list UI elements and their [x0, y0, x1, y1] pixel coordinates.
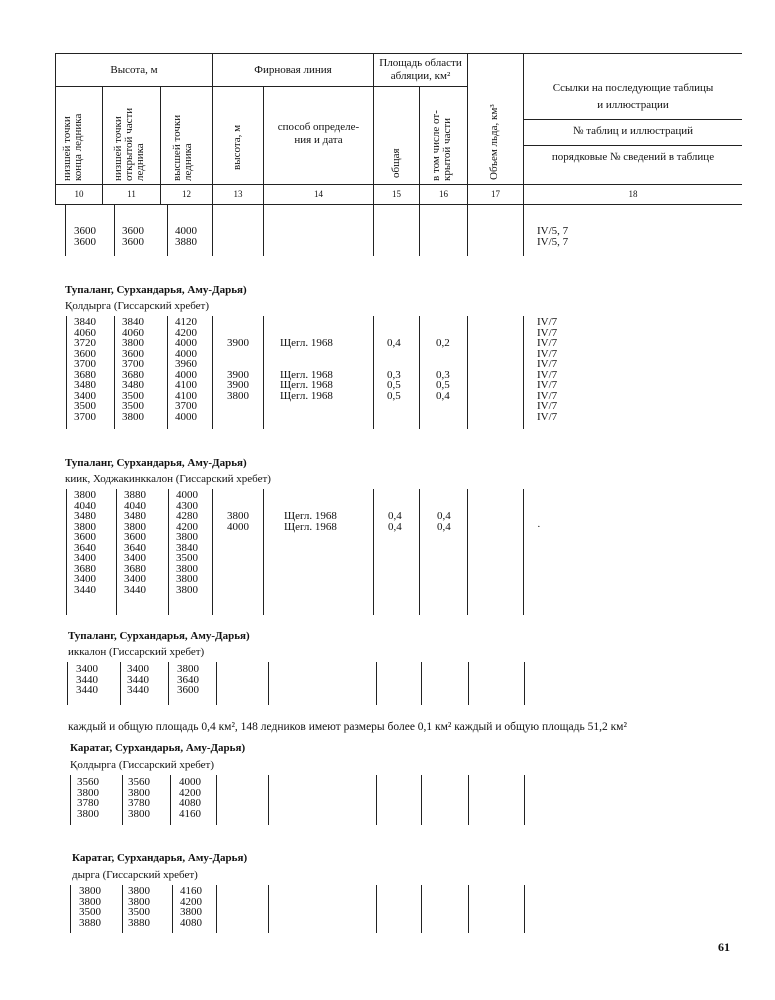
header-v-160 — [160, 86, 161, 204]
block1-col15: 0,4 0,3 0,5 0,5 — [387, 337, 401, 402]
block5-col10: 3800 3800 3500 3880 — [79, 885, 101, 929]
col-number-11: 11 — [127, 189, 136, 199]
col13-header: высота, м — [231, 124, 243, 170]
block1-col12: 4120 4200 4000 4000 3960 4000 4100 4100 3700 4000 — [175, 316, 197, 423]
firn-group-header: Фирновая линия — [254, 64, 332, 76]
block2-col18: · — [537, 520, 541, 533]
block3-col12: 3800 3640 3600 — [177, 663, 199, 696]
block4-col11: 3560 3800 3780 3800 — [128, 776, 150, 820]
block3-basin: Тупаланг, Сурхандарья, Аму-Дарья) — [68, 630, 250, 642]
refs-split-rule-1 — [523, 119, 742, 120]
block2-col10: 3800 4040 3480 3800 3600 3640 3400 3680 3400 3440 — [74, 489, 96, 596]
block4-col12: 4000 4200 4080 4160 — [179, 776, 201, 820]
header-v-467 — [467, 53, 468, 204]
col-number-14: 14 — [314, 189, 323, 199]
block2-col16: 0,4 0,4 — [437, 510, 451, 533]
col-number-16: 16 — [439, 189, 448, 199]
col17-header: Объем льда, км³ — [488, 104, 500, 180]
block2-col12: 4000 4300 4280 4200 3800 3840 3500 3800 3800 3800 — [176, 489, 198, 596]
height-group-header: Высота, м — [110, 64, 158, 76]
block2-glacier: киик, Ходжакинккалон (Гиссарский хребет) — [65, 473, 271, 485]
header-top-rule — [55, 53, 742, 54]
col11-header — [113, 108, 146, 181]
col12-header-line2: ледника — [182, 143, 194, 181]
area-group-header — [374, 57, 467, 83]
block3-glacier: иккалон (Гиссарский хребет) — [68, 646, 205, 658]
col14-header-line1: способ определе- — [277, 121, 360, 133]
block4-basin: Каратаг, Сурхандарья, Аму-Дарья) — [70, 742, 246, 754]
col-number-10: 10 — [74, 189, 84, 199]
block3-col10: 3400 3440 3440 — [76, 663, 98, 696]
col-number-17: 17 — [491, 189, 500, 199]
block2-col13: 3800 4000 — [227, 510, 249, 533]
col12-header — [172, 115, 194, 181]
block2-basin: Тупаланг, Сурхандарья, Аму-Дарья) — [65, 457, 247, 469]
block1-glacier: Қолдырга (Гиссарский хребет) — [65, 300, 210, 312]
col10-header-line1: низшей точки — [61, 116, 73, 181]
block0-col11: 3600 3600 — [122, 225, 144, 248]
block5-basin: Каратаг, Сурхандарья, Аму-Дарья) — [72, 852, 248, 864]
block0-col12: 4000 3880 — [175, 225, 197, 248]
page-number: 61 — [718, 940, 730, 954]
header-v-419 — [419, 86, 420, 204]
col15-header: общая — [390, 148, 402, 178]
block1-basin: Тупаланг, Сурхандарья, Аму-Дарья) — [65, 284, 247, 296]
block2-col15: 0,4 0,4 — [388, 510, 402, 533]
refs-order-header: порядковые № сведений в таблице — [551, 151, 715, 163]
col14-header-line2: ния и дата — [294, 134, 343, 146]
block1-col16: 0,2 0,3 0,5 0,4 — [436, 337, 450, 402]
col-number-12: 12 — [182, 189, 191, 199]
block5-col12: 4160 4200 3800 4080 — [180, 885, 202, 929]
header-subgroup-rule — [55, 86, 467, 87]
block2-col14: Щегл. 1968 Щегл. 1968 — [284, 510, 337, 533]
header-bottom-rule — [55, 184, 742, 185]
block3-col11: 3400 3440 3440 — [127, 663, 149, 696]
col16-header-line1: в том числе от- — [430, 110, 442, 181]
block5-glacier: дырга (Гиссарский хребет) — [72, 869, 198, 881]
col-number-18: 18 — [628, 189, 638, 199]
col11-header-line2: открытой части — [123, 107, 135, 181]
col12-header-line1: высшей точки — [171, 114, 183, 181]
col11-header-line1: низшей точки — [112, 116, 124, 181]
refs-split-rule-2 — [523, 145, 742, 146]
block0-col18: IV/5, 7 IV/5, 7 — [537, 225, 569, 248]
refs-header-line2: и иллюстрации — [597, 99, 669, 111]
area-group-line2: абляции, км² — [390, 70, 451, 82]
col10-header — [62, 114, 84, 181]
block2-col11: 3880 4040 3480 3800 3600 3640 3400 3680 3400 3440 — [124, 489, 146, 596]
refs-header-line1: Ссылки на последующие таблицы — [552, 82, 714, 94]
block0-col10: 3600 3600 — [74, 225, 96, 248]
block1-col14: Щегл. 1968 Щегл. 1968 Щегл. 1968 Щегл. 1968 — [280, 337, 333, 402]
area-group-line1: Площадь области — [379, 57, 462, 69]
col-number-15: 15 — [392, 189, 401, 199]
col10-header-line2: конца ледника — [72, 113, 84, 181]
col16-header — [431, 110, 453, 181]
refs-tables-header: № таблиц и иллюстраций — [573, 125, 693, 137]
block1-col18: IV/7 IV/7 IV/7 IV/7 IV/7 IV/7 IV/7 IV/7 IV/7 IV/7 — [537, 316, 558, 423]
col-number-13: 13 — [233, 189, 243, 199]
col16-header-line2: крытой части — [441, 117, 453, 181]
block1-col13: 3900 3900 3900 3800 — [227, 337, 249, 402]
block5-col11: 3800 3800 3500 3880 — [128, 885, 150, 929]
block1-col10: 3840 4060 3720 3600 3700 3680 3480 3400 3500 3700 — [74, 316, 96, 423]
summary-line: каждый и общую площадь 0,4 км², 148 ледников имеют размеры более 0,1 км² каждый и общую площадь 51,2 км² — [68, 721, 627, 733]
col14-header — [264, 121, 373, 147]
refs-header — [524, 82, 742, 112]
block4-glacier: Қолдырга (Гиссарский хребет) — [70, 759, 215, 771]
col11-header-line3: ледника — [134, 143, 146, 181]
header-v-102 — [102, 86, 103, 204]
header-number-rule — [55, 204, 742, 205]
block4-col10: 3560 3800 3780 3800 — [77, 776, 99, 820]
block1-col11: 3840 4060 3800 3600 3700 3680 3480 3500 3500 3800 — [122, 316, 144, 423]
